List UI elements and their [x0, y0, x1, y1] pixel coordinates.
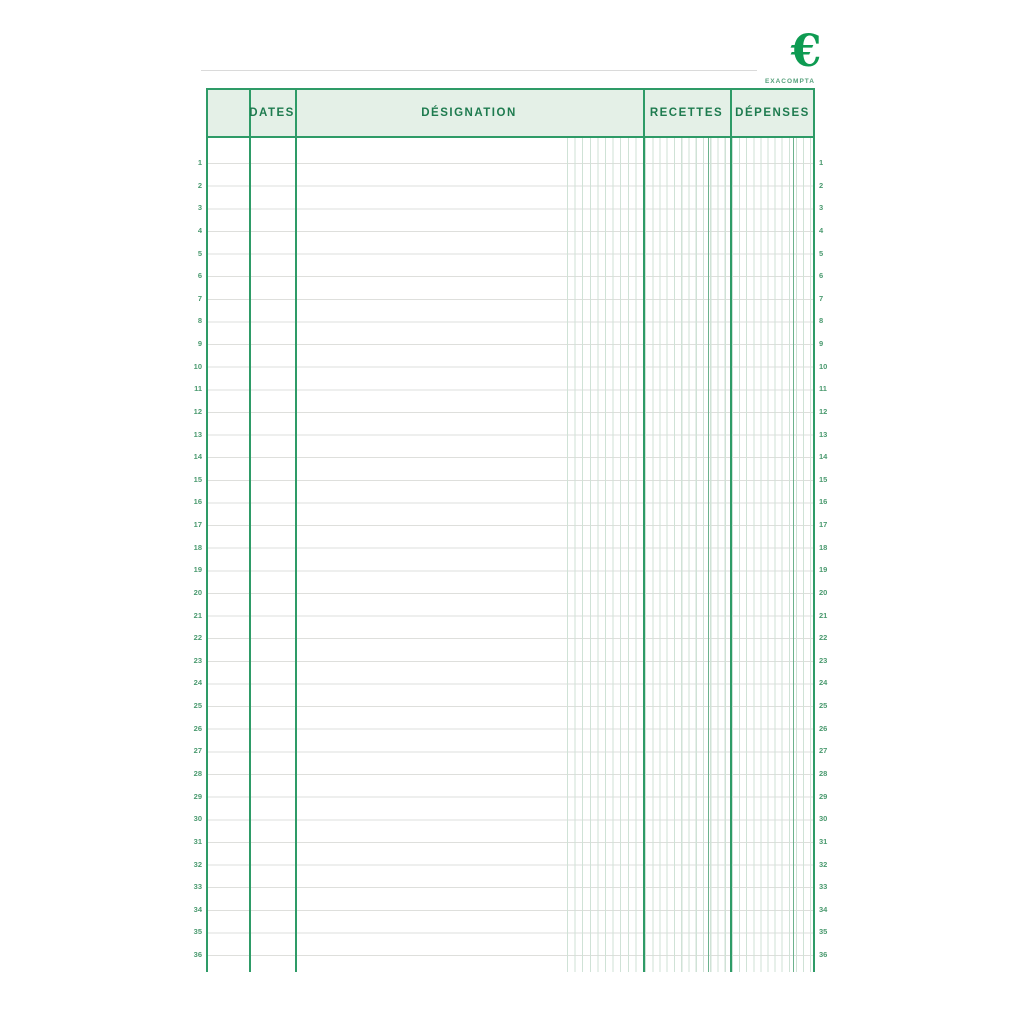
row-number: 30	[819, 814, 828, 824]
table-left-border	[206, 88, 208, 972]
row-number: 1	[197, 158, 202, 167]
column-header-dates: DATES	[249, 107, 295, 119]
ledger-table	[206, 88, 815, 972]
row-number: 13	[819, 429, 828, 439]
row-number: 23	[193, 655, 202, 665]
row-number: 12	[819, 406, 828, 416]
row-number: 31	[819, 836, 828, 846]
column-header-depenses: DÉPENSES	[735, 107, 810, 119]
row-number: 1	[819, 158, 824, 167]
row-number: 34	[193, 904, 202, 914]
recettes-cents-separator	[708, 138, 709, 972]
row-number: 14	[193, 452, 202, 462]
row-number: 25	[819, 701, 828, 711]
row-number: 15	[193, 474, 202, 484]
row-number: 17	[193, 520, 202, 530]
row-number: 30	[193, 814, 202, 824]
row-number: 2	[819, 180, 824, 190]
row-number: 20	[819, 587, 828, 597]
row-number: 28	[193, 769, 202, 778]
row-number: 33	[819, 882, 828, 892]
row-number: 16	[193, 497, 202, 507]
row-number: 36	[193, 950, 202, 960]
row-number: 7	[197, 293, 202, 303]
row-number: 33	[193, 882, 202, 892]
row-number: 22	[193, 633, 202, 643]
row-number: 21	[193, 610, 202, 620]
designation-recettes-divider	[643, 88, 645, 972]
row-numbers-right	[819, 0, 835, 1024]
row-number: 11	[194, 384, 202, 394]
row-number: 13	[193, 429, 202, 439]
row-number: 32	[193, 859, 202, 869]
row-number: 34	[819, 904, 828, 914]
row-number: 16	[819, 497, 828, 507]
row-number: 2	[197, 180, 202, 190]
row-number: 8	[197, 316, 202, 326]
row-number: 14	[819, 452, 828, 462]
row-number: 35	[819, 927, 828, 937]
column-header-recettes: RECETTES	[649, 107, 724, 119]
depenses-cents-separator	[793, 138, 794, 972]
column-header-designation: DÉSIGNATION	[421, 107, 517, 119]
row-number: 9	[197, 339, 202, 349]
row-number: 7	[819, 293, 824, 303]
row-number: 5	[819, 248, 824, 258]
row-number: 23	[819, 655, 828, 665]
row-number: 29	[819, 791, 828, 801]
brand-text: EXACOMPTA	[764, 78, 815, 85]
row-number: 32	[819, 859, 828, 869]
row-number: 20	[193, 587, 202, 597]
row-number: 24	[193, 678, 202, 688]
table-right-border	[813, 88, 815, 972]
row-number: 27	[819, 746, 828, 756]
numbercol-dates-divider	[249, 88, 251, 972]
row-number: 10	[193, 361, 202, 371]
row-number: 21	[819, 610, 828, 620]
depenses-fine-grid	[732, 138, 813, 972]
row-number: 26	[193, 723, 202, 733]
row-number: 11	[819, 384, 827, 394]
row-number: 3	[819, 203, 824, 213]
row-number: 27	[193, 746, 202, 756]
row-number: 22	[819, 633, 828, 643]
recettes-depenses-divider	[730, 88, 732, 972]
dates-designation-divider	[295, 88, 297, 972]
row-number: 26	[819, 723, 828, 733]
row-number: 12	[193, 406, 202, 416]
row-number: 5	[197, 248, 202, 258]
row-number: 36	[819, 950, 828, 960]
row-number: 18	[193, 542, 202, 552]
row-number: 19	[819, 565, 828, 575]
row-number: 31	[193, 836, 202, 846]
row-number: 17	[819, 520, 828, 530]
euro-currency-icon: €	[790, 26, 822, 77]
row-number: 4	[819, 225, 824, 235]
row-number: 4	[197, 225, 202, 235]
row-number: 29	[193, 791, 202, 801]
row-number: 18	[819, 542, 828, 552]
row-number: 8	[819, 316, 824, 326]
recettes-fine-grid	[645, 138, 730, 972]
row-number: 24	[819, 678, 828, 688]
row-number: 9	[819, 339, 824, 349]
row-number: 28	[819, 769, 828, 778]
row-number: 6	[197, 271, 202, 281]
row-number: 25	[193, 701, 202, 711]
row-number: 35	[193, 927, 202, 937]
row-number: 3	[197, 203, 202, 213]
row-number: 6	[819, 271, 824, 281]
top-divider-rule	[201, 70, 757, 71]
row-numbers-left	[186, 0, 202, 1024]
row-number: 15	[819, 474, 828, 484]
designation-fine-grid	[567, 138, 643, 972]
row-number: 10	[819, 361, 828, 371]
row-number: 19	[193, 565, 202, 575]
